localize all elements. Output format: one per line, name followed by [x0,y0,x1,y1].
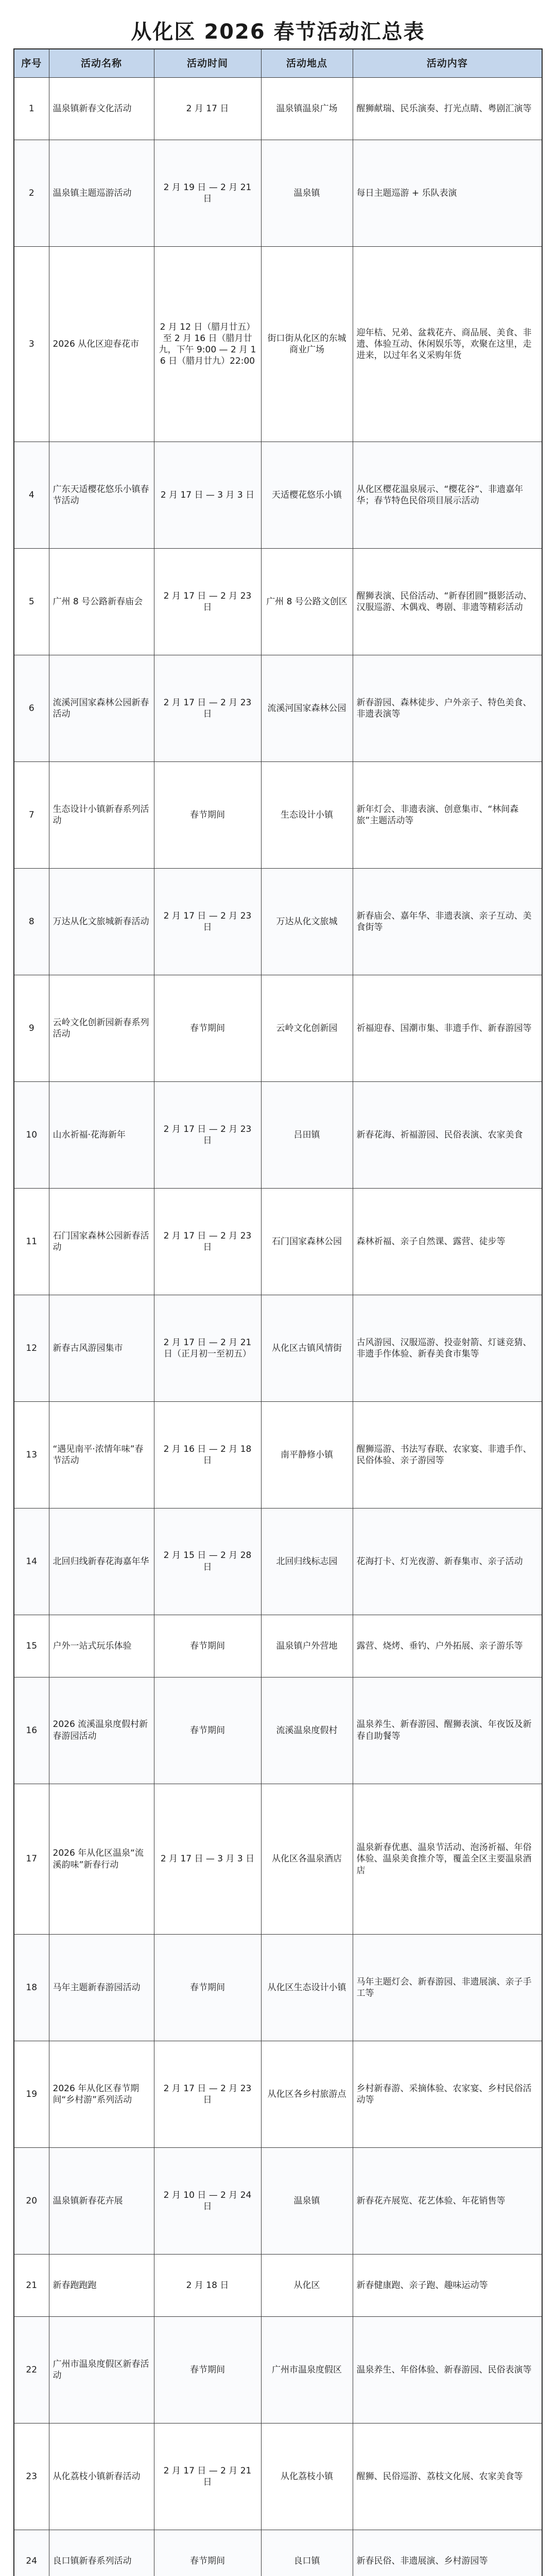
cell-name: 新春跑跑跑 [49,2255,154,2317]
cell-no: 7 [14,761,49,868]
table-body [14,78,542,2576]
cell-place: 温泉镇温泉广场 [261,78,353,140]
cell-content: 温泉新春优惠、温泉节活动、泡汤祈福、年俗体验、温泉美食推介等，覆盖全区主要温泉酒店 [353,1784,542,1935]
cell-time: 春节期间 [154,975,261,1081]
cell-no: 20 [14,2148,49,2255]
cell-content: 醒狮巡游、书法写春联、农家宴、非遗手作、民俗体验、亲子游园等 [353,1401,542,1508]
cell-place: 广州 8 号公路文创区 [261,548,353,655]
cell-name: 流溪河国家森林公园新春活动 [49,655,154,761]
cell-no: 12 [14,1295,49,1401]
header-name: 活动名称 [49,49,154,78]
cell-name: 户外一站式玩乐体验 [49,1615,154,1677]
cell-content: 新春健康跑、亲子跑、趣味运动等 [353,2255,542,2317]
table-row [14,2424,542,2530]
cell-no: 1 [14,78,49,140]
cell-place: 云岭文化创新园 [261,975,353,1081]
table-row [14,761,542,868]
cell-place: 从化区各温泉酒店 [261,1784,353,1935]
cell-no: 23 [14,2424,49,2530]
cell-content: 新春庙会、嘉年华、非遗表演、亲子互动、美食街等 [353,868,542,975]
cell-no: 9 [14,975,49,1081]
cell-name: 石门国家森林公园新春活动 [49,1188,154,1295]
cell-no: 15 [14,1615,49,1677]
cell-place: 温泉镇 [261,2148,353,2255]
table-row [14,246,542,442]
table-row [14,1295,542,1401]
cell-name: 温泉镇新春文化活动 [49,78,154,140]
cell-content: 迎年桔、兄弟、盆栽花卉、商品展、美食、非遗、体验互动、休闲娱乐等，欢聚在这里，走进来，以过年名义采购年货 [353,246,542,442]
cell-time: 2 月 17 日 — 3 月 3 日 [154,442,261,548]
table-row [14,78,542,140]
page-title: 从化区 2026 春节活动汇总表 [131,20,425,44]
cell-content: 温泉养生、年俗体验、新春游园、民俗表演等 [353,2317,542,2424]
cell-time: 2 月 17 日 [154,78,261,140]
cell-time: 2 月 19 日 — 2 月 21 日 [154,140,261,247]
cell-time: 2 月 17 日 — 2 月 23 日 [154,548,261,655]
cell-name: 良口镇新春系列活动 [49,2530,154,2576]
cell-place: 良口镇 [261,2530,353,2576]
cell-time: 2 月 17 日 — 3 月 3 日 [154,1784,261,1935]
cell-time: 春节期间 [154,1615,261,1677]
cell-no: 5 [14,548,49,655]
cell-no: 10 [14,1081,49,1188]
cell-time: 春节期间 [154,1677,261,1784]
cell-name: 从化荔枝小镇新春活动 [49,2424,154,2530]
cell-name: 广州 8 号公路新春庙会 [49,548,154,655]
cell-place: 从化区生态设计小镇 [261,1935,353,2041]
cell-time: 2 月 17 日 — 2 月 23 日 [154,655,261,761]
cell-name: 山水祈福·花海新年 [49,1081,154,1188]
cell-name: 马年主题新春游园活动 [49,1935,154,2041]
cell-place: 温泉镇 [261,140,353,247]
header-time: 活动时间 [154,49,261,78]
cell-content: 祈福迎春、国潮市集、非遗手作、新春游园等 [353,975,542,1081]
cell-place: 北回归线标志园 [261,1508,353,1615]
cell-place: 流溪河国家森林公园 [261,655,353,761]
cell-place: 南平静修小镇 [261,1401,353,1508]
cell-time: 2 月 10 日 — 2 月 24 日 [154,2148,261,2255]
table-row [14,2530,542,2576]
cell-time: 春节期间 [154,1935,261,2041]
table-row [14,548,542,655]
cell-name: 云岭文化创新园新春系列活动 [49,975,154,1081]
cell-name: 新春古风游园集市 [49,1295,154,1401]
cell-place: 广州市温泉度假区 [261,2317,353,2424]
cell-content: 马年主题灯会、新春游园、非遗展演、亲子手工等 [353,1935,542,2041]
cell-content: 温泉养生、新春游园、醒狮表演、年夜饭及新春自助餐等 [353,1677,542,1784]
table-row [14,1508,542,1615]
cell-time: 2 月 17 日 — 2 月 21 日（正月初一至初五） [154,1295,261,1401]
cell-place: 从化区古镇风情街 [261,1295,353,1401]
header-content: 活动内容 [353,49,542,78]
table-row [14,1188,542,1295]
cell-content: 古风游园、汉服巡游、投壶射箭、灯谜竞猜、非遗手作体验、新春美食市集等 [353,1295,542,1401]
table-row [14,655,542,761]
cell-content: 新年灯会、非遗表演、创意集市、“林间森旅”主题活动等 [353,761,542,868]
table-row [14,1935,542,2041]
cell-no: 2 [14,140,49,247]
cell-name: 2026 年从化区春节期间“乡村游”系列活动 [49,2041,154,2148]
table-row [14,2255,542,2317]
table-row [14,975,542,1081]
cell-name: 温泉镇主题巡游活动 [49,140,154,247]
cell-no: 3 [14,246,49,442]
table-row [14,868,542,975]
cell-time: 春节期间 [154,761,261,868]
cell-place: 温泉镇户外营地 [261,1615,353,1677]
cell-content: 森林祈福、亲子自然课、露营、徒步等 [353,1188,542,1295]
table-row [14,1677,542,1784]
cell-content: 新春游园、森林徒步、户外亲子、特色美食、非遗表演等 [353,655,542,761]
cell-time: 2 月 16 日 — 2 月 18 日 [154,1401,261,1508]
table-row [14,2317,542,2424]
cell-name: “遇见南平·浓情年味”春节活动 [49,1401,154,1508]
cell-name: 2026 从化区迎春花市 [49,246,154,442]
cell-content: 露营、烧烤、垂钓、户外拓展、亲子游乐等 [353,1615,542,1677]
table-row [14,1784,542,1935]
cell-name: 广东天适樱花悠乐小镇春节活动 [49,442,154,548]
cell-place: 从化区各乡村旅游点 [261,2041,353,2148]
cell-place: 天适樱花悠乐小镇 [261,442,353,548]
header-no: 序号 [14,49,49,78]
cell-place: 街口街从化区的东城商业广场 [261,246,353,442]
cell-no: 4 [14,442,49,548]
cell-no: 21 [14,2255,49,2317]
cell-content: 醒狮献瑞、民乐演奏、打光点睛、粤剧汇演等 [353,78,542,140]
events-table [13,48,543,2576]
cell-content: 新春花海、祈福游园、民俗表演、农家美食 [353,1081,542,1188]
cell-time: 2 月 17 日 — 2 月 21 日 [154,2424,261,2530]
cell-place: 流溪温泉度假村 [261,1677,353,1784]
table-row [14,2148,542,2255]
cell-place: 从化区 [261,2255,353,2317]
table-header-row [14,49,542,78]
cell-content: 从化区樱花温泉展示、“樱花谷”、非遗嘉年华；春节特色民俗项目展示活动 [353,442,542,548]
cell-time: 2 月 17 日 — 2 月 23 日 [154,1188,261,1295]
cell-time: 春节期间 [154,2530,261,2576]
cell-place: 万达从化文旅城 [261,868,353,975]
table-row [14,2041,542,2148]
cell-no: 11 [14,1188,49,1295]
cell-time: 2 月 17 日 — 2 月 23 日 [154,1081,261,1188]
cell-time: 2 月 17 日 — 2 月 23 日 [154,2041,261,2148]
cell-content: 每日主题巡游 + 乐队表演 [353,140,542,247]
cell-time: 2 月 17 日 — 2 月 23 日 [154,868,261,975]
cell-no: 18 [14,1935,49,2041]
cell-place: 从化荔枝小镇 [261,2424,353,2530]
cell-content: 醒狮表演、民俗活动、“新春团圆”摄影活动、汉服巡游、木偶戏、粤剧、非遗等精彩活动 [353,548,542,655]
cell-name: 万达从化文旅城新春活动 [49,868,154,975]
cell-no: 6 [14,655,49,761]
cell-no: 19 [14,2041,49,2148]
cell-name: 2026 年从化区温泉“流溪韵味”新春行动 [49,1784,154,1935]
cell-name: 广州市温泉度假区新春活动 [49,2317,154,2424]
cell-no: 17 [14,1784,49,1935]
cell-content: 乡村新春游、采摘体验、农家宴、乡村民俗活动等 [353,2041,542,2148]
table-row [14,442,542,548]
table-row [14,1081,542,1188]
cell-time: 2 月 12 日（腊月廿五）至 2 月 16 日（腊月廿九，下午 9:00 — 2 月 16 日（腊月廿九）22:00 [154,246,261,442]
cell-content: 新春民俗、非遗展演、乡村游园等 [353,2530,542,2576]
cell-time: 2 月 18 日 [154,2255,261,2317]
cell-content: 醒狮、民俗巡游、荔枝文化展、农家美食等 [353,2424,542,2530]
cell-no: 24 [14,2530,49,2576]
cell-name: 温泉镇新春花卉展 [49,2148,154,2255]
cell-content: 花海打卡、灯光夜游、新春集市、亲子活动 [353,1508,542,1615]
cell-no: 8 [14,868,49,975]
cell-time: 2 月 15 日 — 2 月 28 日 [154,1508,261,1615]
cell-no: 13 [14,1401,49,1508]
cell-place: 生态设计小镇 [261,761,353,868]
table-row [14,1401,542,1508]
cell-time: 春节期间 [154,2317,261,2424]
cell-place: 石门国家森林公园 [261,1188,353,1295]
cell-no: 14 [14,1508,49,1615]
cell-name: 北回归线新春花海嘉年华 [49,1508,154,1615]
table-row [14,140,542,247]
table-row [14,1615,542,1677]
cell-name: 生态设计小镇新春系列活动 [49,761,154,868]
cell-no: 22 [14,2317,49,2424]
header-place: 活动地点 [261,49,353,78]
cell-name: 2026 流溪温泉度假村新春游园活动 [49,1677,154,1784]
cell-content: 新春花卉展览、花艺体验、年花销售等 [353,2148,542,2255]
cell-no: 16 [14,1677,49,1784]
cell-place: 吕田镇 [261,1081,353,1188]
